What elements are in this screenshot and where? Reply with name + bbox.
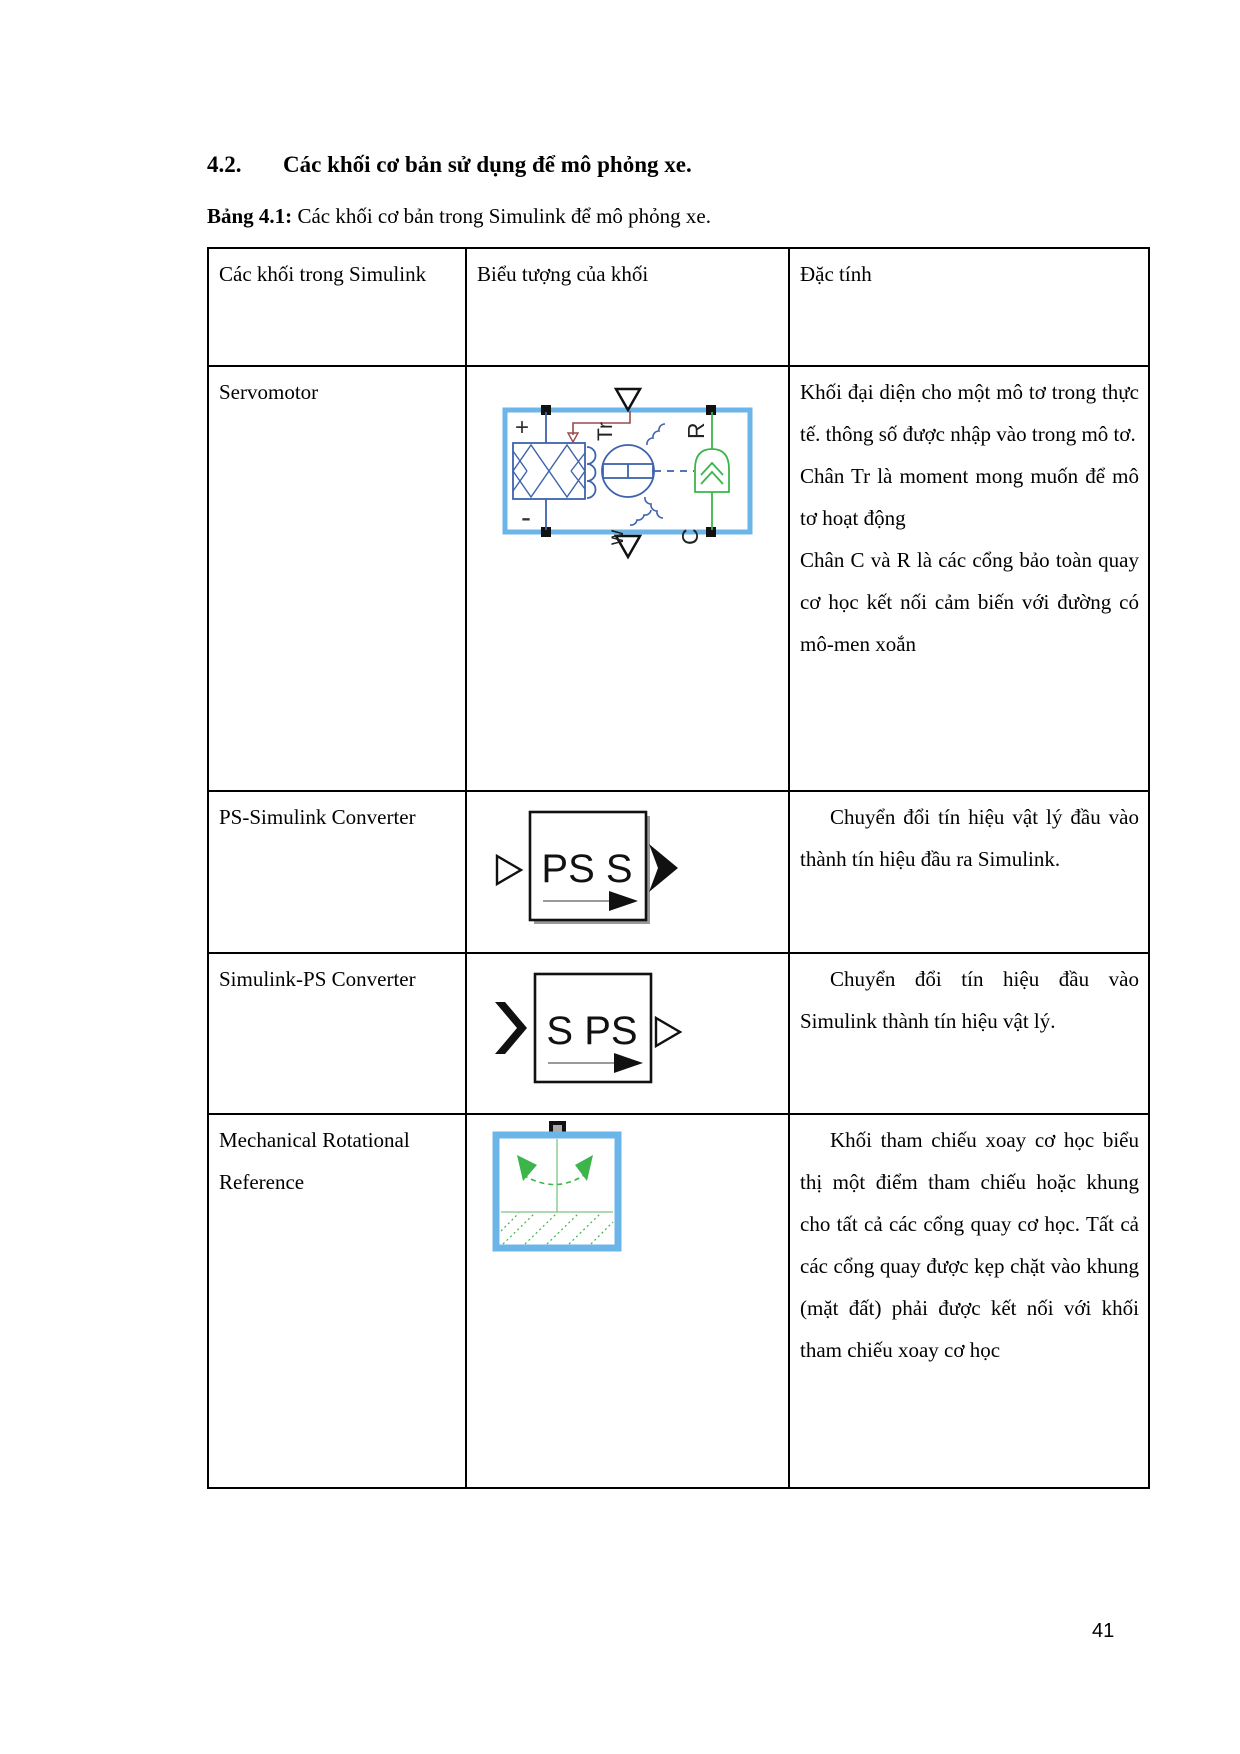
section-title: Các khối cơ bản sử dụng để mô phỏng xe. <box>283 152 692 177</box>
description-paragraph: Chuyển đổi tín hiệu đầu vào Simulink thành tín hiệu vật lý. <box>800 967 1139 1033</box>
header-cell-characteristics: Đặc tính <box>789 248 1149 366</box>
input-port-chevron-icon <box>495 1002 527 1054</box>
table-caption <box>207 204 1107 229</box>
w-port-label: w <box>605 529 628 545</box>
input-port-triangle-icon <box>497 856 521 884</box>
ps-simulink-converter-block-icon <box>491 802 686 928</box>
minus-terminal-label: - <box>521 501 531 534</box>
block-symbol-cell <box>466 791 789 953</box>
block-name-cell: Servomotor <box>208 366 466 791</box>
description-paragraph: Khối đại diện cho một mô tơ trong thực tế. thông số được nhập vào trong mô tơ. <box>800 380 1139 446</box>
block-name-cell: Mechanical Rotational Reference <box>208 1114 466 1488</box>
page-number: 41 <box>1092 1620 1115 1642</box>
section-heading <box>207 152 1107 178</box>
table-row <box>208 1114 1149 1488</box>
block-symbol-cell <box>466 953 789 1114</box>
table-caption-label: Bảng 4.1: <box>207 204 293 228</box>
table-caption-text: Các khối cơ bản trong Simulink để mô phỏng xe. <box>297 204 711 228</box>
description-paragraph: Khối tham chiếu xoay cơ học biểu thị một điểm tham chiếu hoặc khung cho tất cả các cổng quay cơ học. Tất cả các cổng quay được kẹp chặt vào khung (mặt đất) phải được kết nối với khối tham chiếu xoay cơ học <box>800 1128 1139 1362</box>
simulink-ps-converter-block-icon <box>491 964 691 1090</box>
table-header-row <box>208 248 1149 366</box>
mechanical-rotational-reference-block-icon <box>491 1121 627 1255</box>
section-number: 4.2. <box>207 152 242 177</box>
table-row <box>208 953 1149 1114</box>
output-port-triangle-icon <box>656 1018 680 1046</box>
ps-s-label: PS S <box>541 847 633 891</box>
tr-port-label: Tr <box>594 421 617 441</box>
block-description-cell <box>789 953 1149 1114</box>
rotation-arc <box>523 1173 587 1185</box>
block-symbol-cell <box>466 366 789 791</box>
plus-terminal-label: + <box>515 414 530 441</box>
description-paragraph: Chân C và R là các cổng bảo toàn quay cơ học kết nối cảm biến với đường có mô-men xoắn <box>800 548 1139 656</box>
r-port-label: R <box>683 422 709 439</box>
table-row <box>208 791 1149 953</box>
simulink-blocks-table <box>207 247 1150 1489</box>
right-arrowhead-icon <box>575 1155 593 1181</box>
s-ps-label: S PS <box>546 1009 638 1053</box>
block-description-cell <box>789 791 1149 953</box>
servomotor-block-icon <box>497 385 765 565</box>
c-port-label: C <box>677 528 703 545</box>
output-port-chevron-icon <box>649 844 678 892</box>
block-name-cell: PS-Simulink Converter <box>208 791 466 953</box>
header-cell-symbol: Biểu tượng của khối <box>466 248 789 366</box>
description-paragraph: Chuyển đổi tín hiệu vật lý đầu vào thành tín hiệu đầu ra Simulink. <box>800 805 1139 871</box>
block-name-cell: Simulink-PS Converter <box>208 953 466 1114</box>
table-row <box>208 366 1149 791</box>
top-port-triangle-icon <box>616 389 640 410</box>
block-description-cell <box>789 366 1149 791</box>
block-symbol-cell <box>466 1114 789 1488</box>
description-paragraph: Chân Tr là moment mong muốn để mô tơ hoạt động <box>800 464 1139 530</box>
block-description-cell <box>789 1114 1149 1488</box>
ground-hatch <box>501 1213 613 1244</box>
header-cell-blocks: Các khối trong Simulink <box>208 248 466 366</box>
